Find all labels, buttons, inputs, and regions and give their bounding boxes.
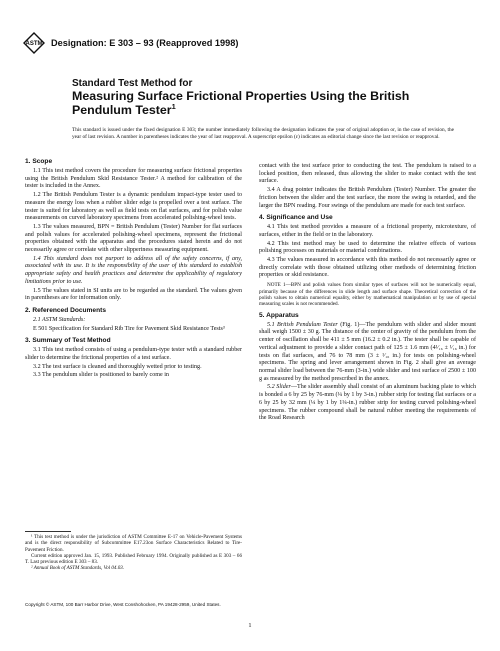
- paragraph-1-1: 1.1 This test method covers the procedure for measuring surface frictional properties using the British Pendulum Skid Resistance Tester.² A method for calibration of the tester is included in the Annex.: [25, 168, 242, 190]
- paragraph-3-4: 3.4 A drag pointer indicates the British Pendulum (Tester) Number. The greater the friction between the slider and the test surface, the more the swing is retarded, and the larger the BPN reading. Four swings of the pendulum are made for each test surface.: [259, 187, 476, 209]
- copyright-line: Copyright © ASTM, 100 Barr Harbor Drive, West Conshohocken, PA 19428-2959, United States.: [25, 602, 221, 607]
- section-heading-summary: 3. Summary of Test Method: [25, 337, 111, 345]
- title-block: [72, 78, 472, 117]
- footnote-1-edition: Current edition approved Jan. 15, 1993. Published February 1994. Originally published as E 303 – 66 T. Last previous edition E 303 – 83.: [25, 552, 242, 566]
- section-heading-significance: 4. Significance and Use: [259, 214, 333, 222]
- paragraph-3-3: 3.3 The pendulum slider is positioned to barely come in: [33, 372, 169, 379]
- page-number: 1: [248, 622, 252, 629]
- reference-e501: E 501 Specification for Standard Rib Tire for Pavement Skid Resistance Tests³: [33, 325, 225, 332]
- document-title: [72, 90, 472, 117]
- section-heading-referenced-documents: 2. Referenced Documents: [25, 306, 106, 314]
- designation: Designation: E 303 – 93 (Reapproved 1998): [51, 38, 239, 48]
- document-header: [22, 30, 238, 56]
- footnote-2: ² Annual Book of ASTM Standards, Vol 04.03.: [31, 565, 125, 572]
- section-heading-scope: 1. Scope: [25, 158, 53, 165]
- paragraph-5-1: [259, 322, 476, 384]
- paragraph-1-3: 1.3 The values measured, BPN = British Pendulum (Tester) Number for flat surfaces and polish values for accelerated polishing-wheel specimens, represent the frictional properties obtained with the apparatus and the procedures stated herein and do not necessarily agree or correlate with other slipperiness measuring equipment.: [25, 223, 242, 254]
- paragraph-5-2: [259, 384, 476, 423]
- astm-logo-icon: [22, 31, 46, 55]
- paragraph-1-2: 1.2 The British Pendulum Tester is a dynamic pendulum impact-type tester used to measure the energy loss when a rubber slider edge is propelled over a test surface. The tester is suited for laboratory as well as field tests on flat surfaces, and for polish value measurements on curved laboratory specimens from accelerated polishing-wheel tests.: [25, 192, 242, 222]
- paragraph-5-2-text: —The slider assembly shall consist of an aluminum backing plate to which is bonded a 6 by 25 by 76-mm (¼ by 1 by 3-in.) rubber strip for testing flat surfaces or a 6 by 25 by 32 mm (¼ by 1 by 1¼-in.) rubber strip for testing curved polishing-wheel specimens. The rubber compound shall be natural rubber meeting the requirements of the Road Research: [259, 384, 476, 422]
- paragraph-2-1: 2.1 ASTM Standards:: [33, 316, 86, 323]
- paragraph-3-2: 3.2 The test surface is cleaned and thoroughly wetted prior to testing.: [33, 363, 202, 370]
- title-text: Measuring Surface Frictional Properties Using the British Pendulum Tester: [72, 89, 410, 117]
- paragraph-4-2: 4.2 This test method may be used to determine the relative effects of various polishing processes on materials or material combinations.: [259, 240, 476, 255]
- svg-text:ASTM: ASTM: [25, 41, 43, 48]
- paragraph-4-3: 4.3 The values measured in accordance with this method do not necessarily agree or directly correlate with those obtained utilizing other methods of determining friction properties or skid resistance.: [259, 257, 476, 279]
- note-1: NOTE 1—BPN and polish values from similar types of surfaces will not be numerically equal, primarily because of the differences in slide length and surface shape. Theoretical correction of the polish values to obtain numerical equality, either by mathematical manipulation or by use of special measuring scales is not recommended.: [259, 282, 476, 308]
- paragraph-5-1-label: 5.1 British Pendulum Tester: [267, 321, 338, 328]
- paragraph-3-1: 3.1 This test method consists of using a pendulum-type tester with a standard rubber slider to determine the frictional properties of a test surface.: [25, 347, 242, 362]
- paragraph-5-2-label: 5.2 Slider: [267, 384, 291, 391]
- footnote-1: ¹ This test method is under the jurisdiction of ASTM Committee E-17 on Vehicle-Pavement Systems and is the direct responsibility of Subcommittee E17.23on Surface Characteristics Related to Tire-Pavement Friction.: [25, 534, 242, 553]
- paragraph-1-5: 1.5 The values stated in SI units are to be regarded as the standard. The values given in parentheses are for information only.: [25, 287, 242, 302]
- footnote-divider: [25, 531, 71, 532]
- issuance-notice: This standard is issued under the fixed designation E 303; the number immediately following the designation indicates the year of original adoption or, in the case of revision, the year of last revision. A number in parentheses indicates the year of last reapproval. A superscript epsilon (ε) indicates an editorial change since the last revision or reapproval.: [72, 127, 454, 140]
- section-heading-apparatus: 5. Apparatus: [259, 311, 299, 319]
- left-column: [25, 157, 242, 381]
- footnotes: [25, 534, 242, 572]
- paragraph-1-4: 1.4 This standard does not purport to address all of the safety concerns, if any, associated with its use. It is the responsibility of the user of this standard to establish appropriate safety and health practices and determine the applicability of regulatory limitations prior to use.: [25, 255, 242, 285]
- title-footnote-mark: 1: [171, 101, 176, 111]
- right-column: [259, 163, 476, 424]
- paragraph-3-3-continued: contact with the test surface prior to conducting the test. The pendulum is raised to a locked position, then released, thus allowing the slider to make contact with the test surface.: [259, 163, 476, 185]
- paragraph-5-1-text: (Fig. 1)—The pendulum with slider and slider mount shall weigh 1500 ± 30 g. The distance of the center of gravity of the pendulum from the center of oscillation shall be 411 ± 5 mm (16.2 ± 0.2 in.). The tester shall be capable of vertical adjustment to provide a slider contact path of 125 ± 1.6 mm (4¹⁄₁₆ ± ¹⁄₁₆ in.) for tests on flat surfaces, and 76 to 78 mm (3 ± ¹⁄₁₆ in.) for tests on polishing-wheel specimens. The spring and lever arrangement shown in Fig. 2 shall give an average normal slider load between the 76-mm (3-in.) wide slider and test surface of 2500 ± 100 g as measured by the method prescribed in the annex.: [259, 321, 476, 382]
- astm-logo: [22, 31, 46, 55]
- paragraph-4-1: 4.1 This test method provides a measure of a frictional property, microtexture, of surfaces, either in the field or in the laboratory.: [259, 224, 476, 238]
- title-prefix: Standard Test Method for: [72, 78, 193, 89]
